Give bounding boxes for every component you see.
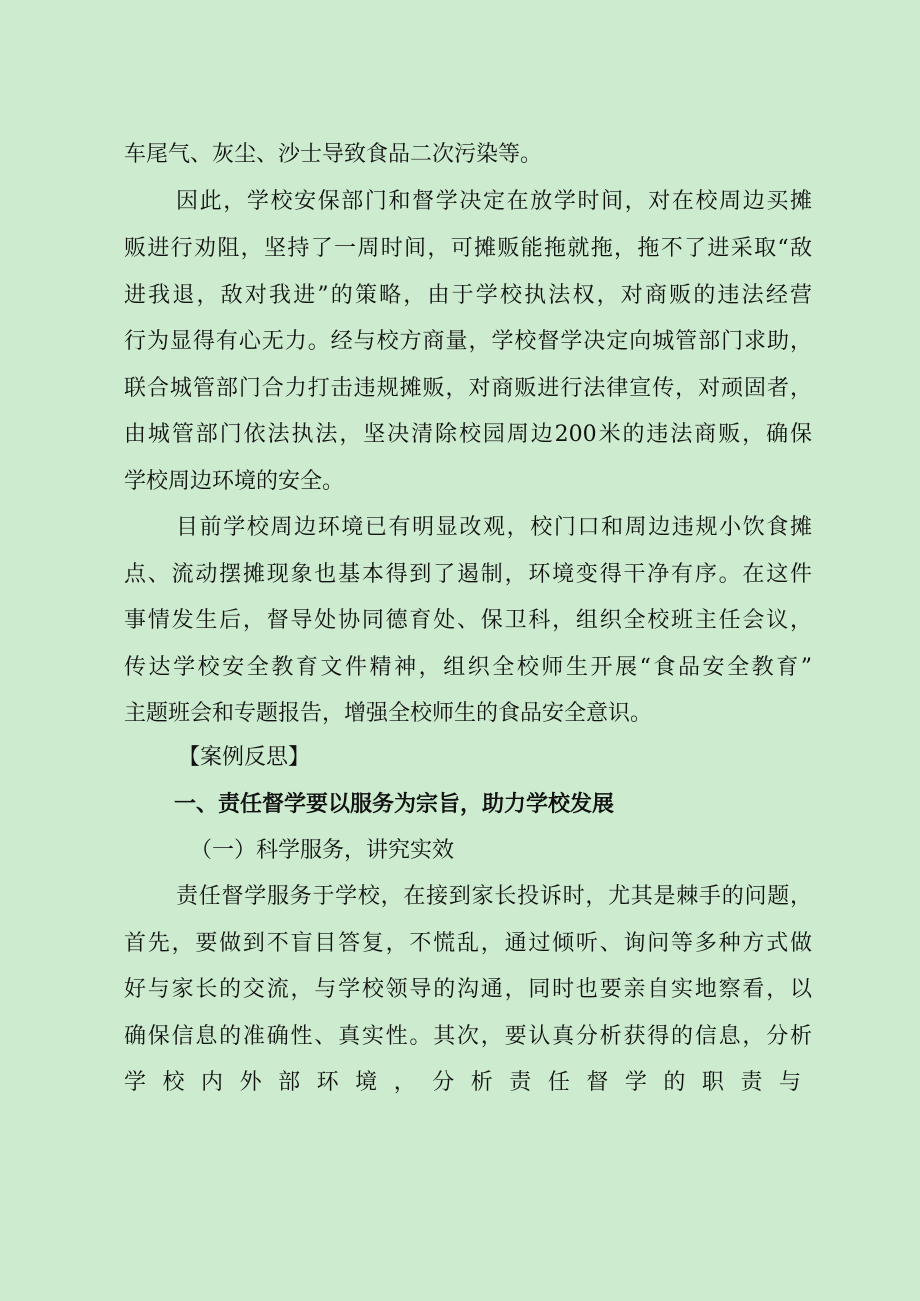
text-line: 由城管部门依法执法，坚决清除校园周边200米的违法商贩，确保 — [124, 422, 812, 447]
text-line: 因此，学校安保部门和督学决定在放学时间，对在校周边买摊 — [176, 189, 812, 214]
text-line: 目前学校周边环境已有明显改观，校门口和周边违规小饮食摊 — [176, 515, 812, 540]
text-line: 行为显得有心无力。经与校方商量，学校督学决定向城管部门求助， — [124, 329, 812, 354]
text-line: 贩进行劝阻，坚持了一周时间，可摊贩能拖就拖，拖不了进采取“敌 — [124, 236, 812, 261]
text-line: 联合城管部门合力打击违规摊贩，对商贩进行法律宣传，对顽固者， — [124, 376, 812, 401]
text-line: 学校周边环境的安全。 — [124, 469, 345, 494]
subsection-heading: （一）科学服务，讲究实效 — [190, 838, 455, 863]
text-line: 车尾气、灰尘、沙士导致食品二次污染等。 — [124, 142, 543, 167]
text-line: 传达学校安全教育文件精神，组织全校师生开展“食品安全教育” — [124, 655, 812, 680]
text-line: 首先，要做到不盲目答复，不慌乱，通过倾听、询问等多种方式做 — [124, 931, 812, 956]
case-reflection-label: 【案例反思】 — [178, 745, 311, 770]
text-line: 学校内外部环境，分析责任督学的职责与 — [124, 1070, 812, 1095]
text-line: 好与家长的交流，与学校领导的沟通，同时也要亲自实地察看，以 — [124, 977, 812, 1002]
section-heading: 一、责任督学要以服务为宗旨，助力学校发展 — [174, 792, 615, 817]
text-line: 主题班会和专题报告，增强全校师生的食品安全意识。 — [124, 701, 653, 726]
text-line: 进我退，敌对我进”的策略，由于学校执法权，对商贩的违法经营 — [124, 283, 812, 308]
text-line: 事情发生后，督导处协同德育处、保卫科，组织全校班主任会议， — [124, 608, 812, 633]
text-line: 确保信息的准确性、真实性。其次，要认真分析获得的信息，分析 — [124, 1024, 812, 1049]
text-line: 责任督学服务于学校，在接到家长投诉时，尤其是棘手的问题， — [176, 884, 812, 909]
text-line: 点、流动摆摊现象也基本得到了遏制，环境变得干净有序。在这件 — [124, 562, 812, 587]
